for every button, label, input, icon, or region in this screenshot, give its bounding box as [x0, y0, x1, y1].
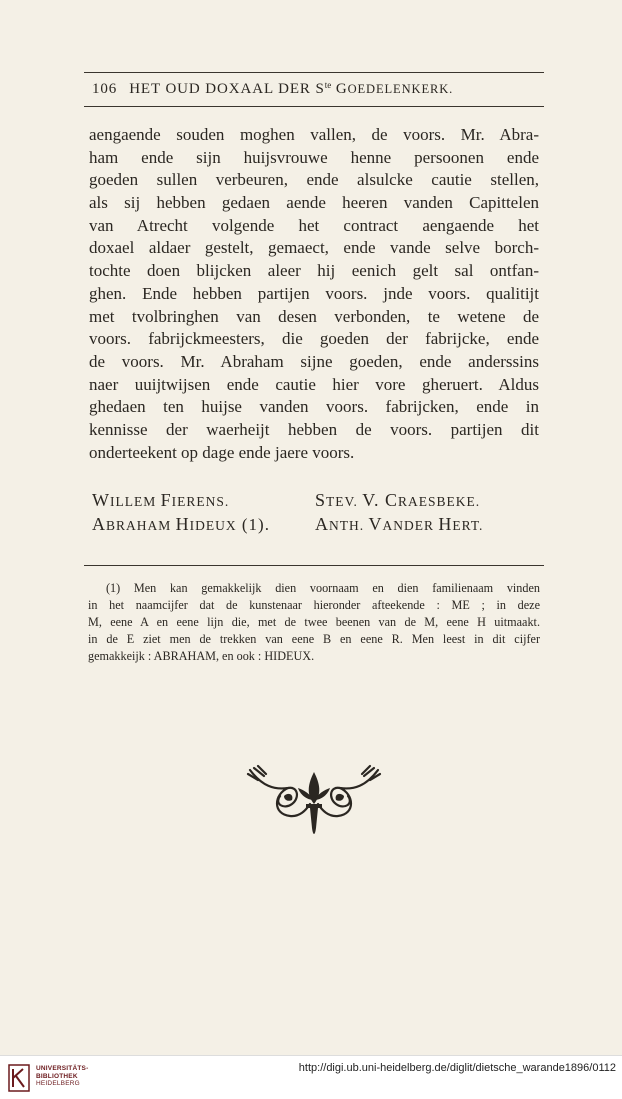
footnote-ref: (1).: [236, 515, 270, 534]
fleur-de-lis-ornament-icon: [244, 764, 384, 844]
viewer-footer: [0, 1055, 622, 1099]
footnote-line: M, eene A en eene lijn die, met de twee beenen van de M, eene H uitmaakt.: [88, 615, 540, 629]
signatures: [89, 488, 539, 536]
library-name-line3: HEIDELBERG: [36, 1080, 80, 1087]
library-name-line2: BIBLIOTHEK: [36, 1072, 78, 1080]
body-line: naer uuijtwijsen ende cautie hier vore gheruert. Aldus: [89, 374, 539, 394]
body-line: doxael aldaer gestelt, gemaect, ende vande selve borch-: [89, 238, 539, 258]
body-line: van Atrecht volgende het contract aengaende het: [89, 215, 539, 235]
signature-anth-vander-hert: ANTH. VANDER HERT.: [315, 514, 484, 534]
footnote: [88, 580, 540, 665]
body-line: kennisse der waerheijt hebben de voors. partijen dit: [89, 419, 539, 439]
top-rule: [84, 72, 544, 73]
body-text: [89, 124, 539, 464]
footnote-rule: [84, 565, 544, 566]
page-number: 106: [92, 81, 118, 97]
library-name-line1: UNIVERSITÄTS-: [36, 1065, 89, 1072]
signature-row-1: [89, 488, 539, 512]
source-url-link[interactable]: http://digi.ub.uni-heidelberg.de/diglit/dietsche_warande1896/0112: [298, 1062, 616, 1074]
body-line: met tvolbringhen van desen verbonden, te wetene de: [89, 306, 539, 326]
library-logo-icon: [8, 1064, 30, 1092]
body-line: onderteekent op dage ende jaere voors.: [89, 442, 355, 462]
signature-willem-fierens: WILLEM FIERENS.: [92, 490, 230, 510]
running-header: [92, 80, 540, 98]
footnote-line: in het naamcijfer dat de kunstenaar hieronder afteekende : ME ; in deze: [88, 598, 540, 612]
header-title-sup: te: [324, 80, 332, 90]
header-title-rest: OEDELENKERK.: [347, 82, 454, 96]
header-rule: [84, 106, 544, 107]
body-line: tochte doen blijcken aleer hij eenich gelt sal ontfan-: [89, 261, 539, 281]
footnote-line: in de E ziet men de trekken van eene B en eene R. Men leest in dit cijfer: [88, 632, 540, 646]
signature-row-2: [89, 512, 539, 536]
body-line: de voors. Mr. Abraham sijne goeden, ende anderssins: [89, 351, 539, 371]
signature-abraham-hideux: ABRAHAM HIDEUX (1).: [92, 514, 270, 534]
body-line: goeden sullen verbeuren, ende alsulcke cautie stellen,: [89, 170, 539, 190]
body-line: als sij hebben gedaen aende heeren vanden Capittelen: [89, 193, 539, 213]
body-line: ghedaen ten huijse vanden voors. fabrijcken, ende in: [89, 397, 539, 417]
library-name: [36, 1065, 88, 1088]
header-title-part1: HET OUD DOXAAL DER S: [129, 81, 325, 97]
footnote-line: gemakkeijk : ABRAHAM, en ook : HIDEUX.: [88, 649, 315, 663]
signature-stev-craesbeke: STEV. V. CRAESBEKE.: [315, 490, 481, 510]
header-title-initial: G: [335, 81, 348, 97]
body-line: voors. fabrijckmeesters, die goeden der fabrijcke, ende: [89, 329, 539, 349]
footnote-line: (1) Men kan gemakkelijk dien voornaam en dien familienaam vinden: [106, 581, 540, 595]
body-line: ghen. Ende hebben partijen voors. jnde voors. qualitijt: [89, 283, 539, 303]
body-line: aengaende souden moghen vallen, de voors. Mr. Abra-: [89, 125, 539, 144]
body-line: ham ende sijn huijsvrouwe henne persoonen ende: [89, 147, 539, 167]
